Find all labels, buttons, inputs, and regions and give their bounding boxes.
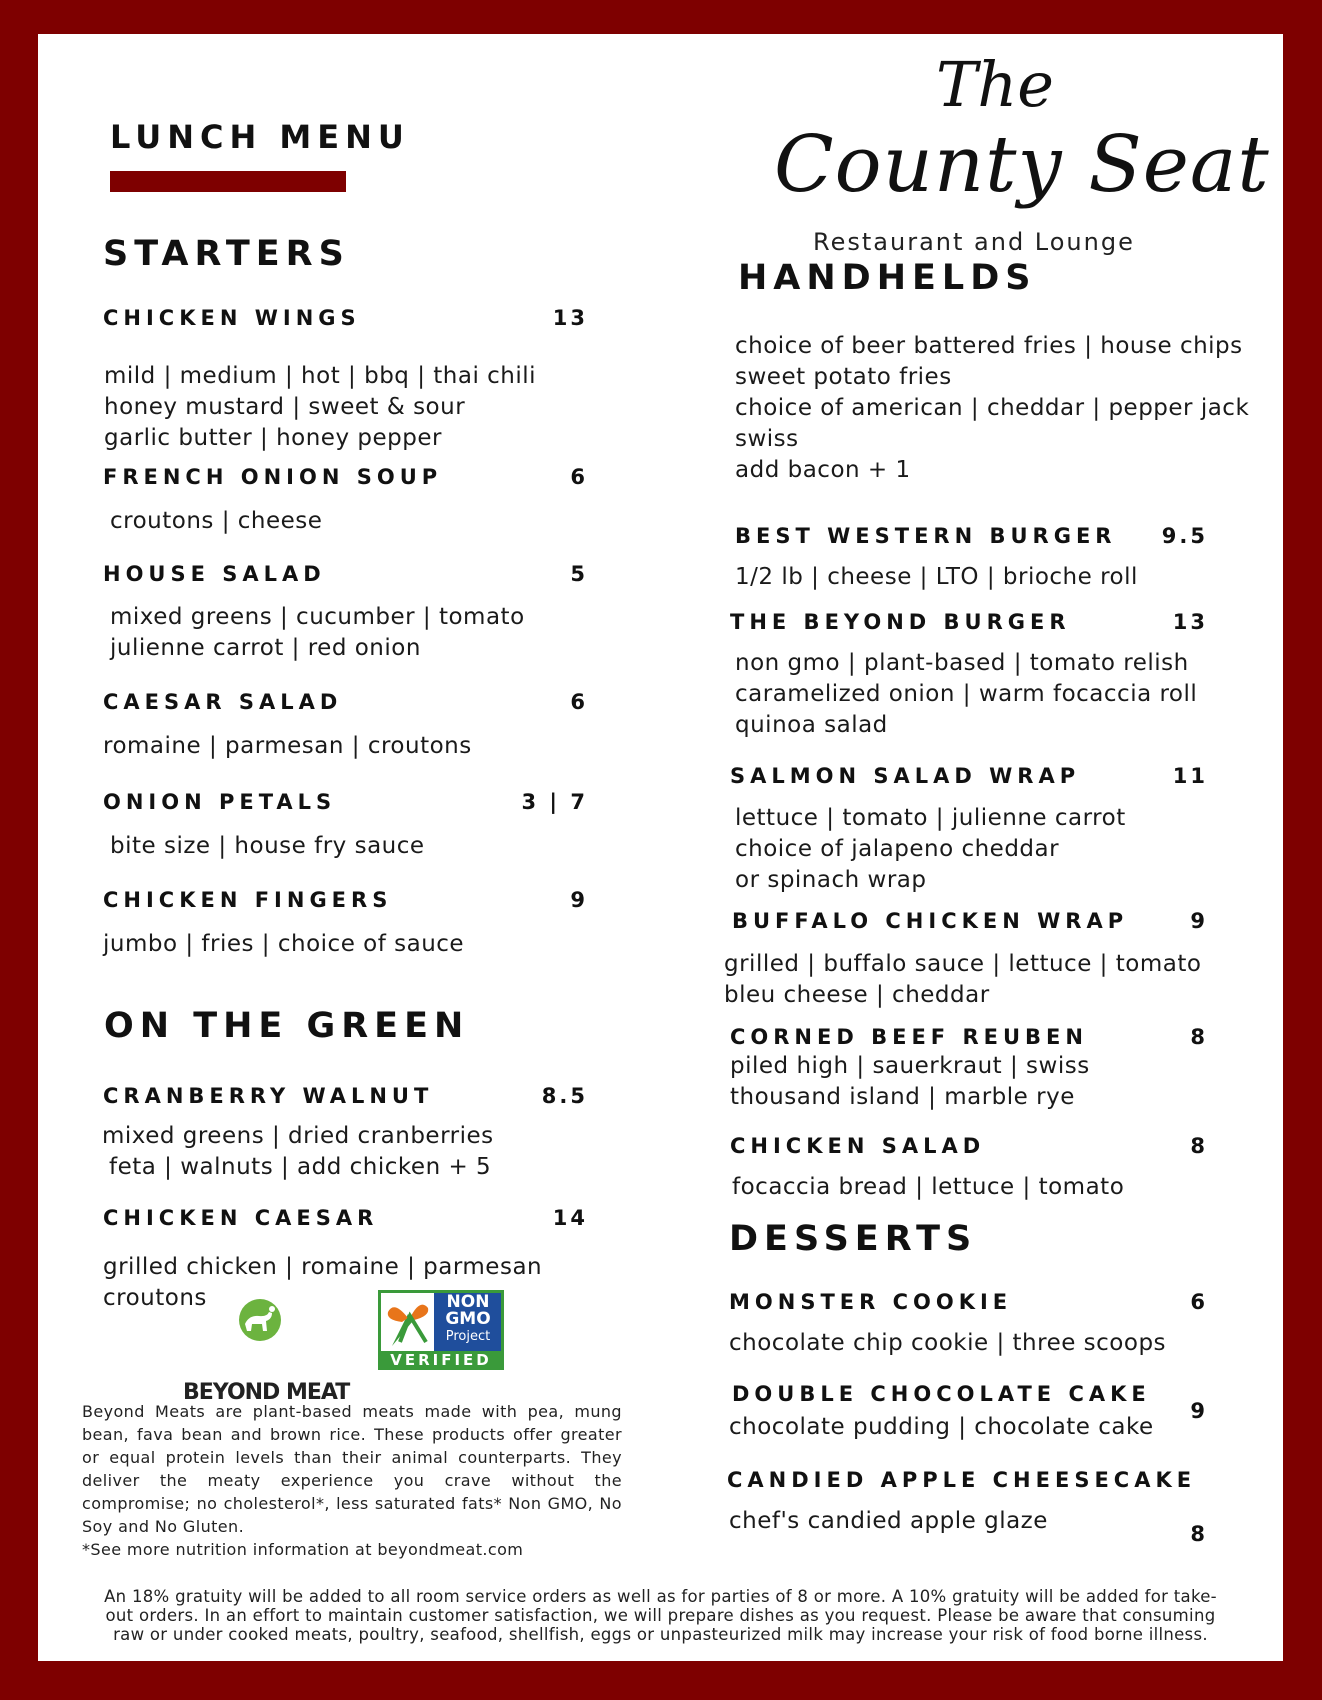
- handheld-item-price: 8: [1190, 1134, 1208, 1158]
- handheld-item-price: 9.5: [1161, 524, 1208, 548]
- gratuity-disclaimer: An 18% gratuity will be added to all room service orders as well as for parties of 8 or more. A 10% gratuity will be added for take- out orders. In an effort to maintain customer satisfaction, we will prepare dishes as you request. Please be aware that consuming raw or under cooked meats, poultry, seafood, shellfish, eggs or unpasteurized milk may increase your risk of food borne illness.: [104, 1587, 1217, 1644]
- starter-item-name: CAESAR SALAD: [103, 690, 343, 714]
- dessert-item-name: CANDIED APPLE CHEESECAKE: [727, 1468, 1197, 1492]
- starter-item-desc: bite size | house fry sauce: [110, 833, 425, 859]
- handheld-item-name: BUFFALO CHICKEN WRAP: [732, 909, 1129, 933]
- handheld-item-name: THE BEYOND BURGER: [730, 610, 1071, 634]
- starter-item-price: 6: [570, 465, 588, 489]
- starter-item-price: 3 | 7: [521, 790, 588, 814]
- starter-item-price: 6: [570, 690, 588, 714]
- starter-item-name: FRENCH ONION SOUP: [103, 465, 443, 489]
- handheld-item-desc: piled high | sauerkraut | swiss thousand island | marble rye: [730, 1053, 1090, 1110]
- green-item-name: CHICKEN CAESAR: [103, 1206, 379, 1230]
- starter-item-name: HOUSE SALAD: [103, 562, 326, 586]
- handheld-item-desc: non gmo | plant-based | tomato relish caramelized onion | warm focaccia roll quinoa salad: [735, 650, 1198, 738]
- logo-the: The: [936, 48, 1054, 121]
- starter-item-desc: croutons | cheese: [110, 508, 323, 534]
- handhelds-intro: choice of beer battered fries | house chips sweet potato fries choice of american | cheddar | pepper jack swiss add bacon + 1: [735, 333, 1250, 483]
- dessert-item-price: 6: [1190, 1290, 1208, 1314]
- menu-title: LUNCH MENU: [110, 118, 410, 156]
- section-handhelds-heading: HANDHELDS: [738, 258, 1037, 298]
- starter-item-desc: romaine | parmesan | croutons: [103, 733, 472, 759]
- green-item-desc: mixed greens | dried cranberries feta | walnuts | add chicken + 5: [102, 1123, 494, 1180]
- handheld-item-desc: focaccia bread | lettuce | tomato: [732, 1174, 1125, 1200]
- green-item-price: 8.5: [541, 1084, 588, 1108]
- handheld-item-name: CHICKEN SALAD: [730, 1134, 986, 1158]
- title-underline: [110, 171, 346, 192]
- handheld-item-price: 11: [1172, 764, 1208, 788]
- beyond-meat-label: BEYOND MEAT: [183, 1380, 350, 1405]
- starter-item-desc: jumbo | fries | choice of sauce: [103, 931, 465, 957]
- green-item-name: CRANBERRY WALNUT: [103, 1084, 434, 1108]
- handheld-item-desc: 1/2 lb | cheese | LTO | brioche roll: [735, 564, 1138, 590]
- beyond-note: Beyond Meats are plant-based meats made with pea, mung bean, fava bean and brown rice. These products offer greater or equal protein levels than their animal counterparts. They deliver the meaty experience you crave without the compromise; no cholesterol*, less saturated fats* Non GMO, No Soy and No Gluten. *See more nutrition information at beyondmeat.com: [82, 1402, 622, 1559]
- handheld-item-name: CORNED BEEF REUBEN: [730, 1025, 1088, 1049]
- starter-item-desc: mild | medium | hot | bbq | thai chili honey mustard | sweet & sour garlic butter | honey pepper: [104, 363, 537, 451]
- verified-label: VERIFIED: [390, 1351, 492, 1369]
- non-gmo-badge: [378, 1290, 504, 1370]
- handheld-item-name: SALMON SALAD WRAP: [730, 764, 1081, 788]
- handheld-item-price: 8: [1190, 1025, 1208, 1049]
- section-starters-heading: STARTERS: [103, 234, 350, 274]
- logo-name: County Seat: [774, 120, 1270, 210]
- dessert-item-name: MONSTER COOKIE: [729, 1290, 1013, 1314]
- dessert-item-name: DOUBLE CHOCOLATE CAKE: [732, 1382, 1151, 1406]
- starter-item-price: 13: [552, 306, 588, 330]
- handheld-item-desc: grilled | buffalo sauce | lettuce | tomato bleu cheese | cheddar: [724, 951, 1202, 1008]
- green-item-desc: grilled chicken | romaine | parmesan croutons: [103, 1254, 543, 1311]
- handheld-item-desc: lettuce | tomato | julienne carrot choice of jalapeno cheddar or spinach wrap: [735, 805, 1126, 893]
- starter-item-desc: mixed greens | cucumber | tomato julienne carrot | red onion: [110, 604, 525, 661]
- dessert-item-desc: chocolate pudding | chocolate cake: [729, 1414, 1154, 1440]
- handheld-item-price: 13: [1172, 610, 1208, 634]
- starter-item-price: 5: [570, 562, 588, 586]
- dessert-item-desc: chef's candied apple glaze: [729, 1508, 1048, 1534]
- green-item-price: 14: [552, 1206, 588, 1230]
- starter-item-name: ONION PETALS: [103, 790, 337, 814]
- handheld-item-name: BEST WESTERN BURGER: [735, 524, 1117, 548]
- menu-page: [38, 34, 1283, 1661]
- dessert-item-price: 8: [1190, 1522, 1208, 1546]
- beyond-meat-logo: [183, 1296, 363, 1406]
- dessert-item-price: 9: [1190, 1399, 1208, 1423]
- starter-item-price: 9: [570, 888, 588, 912]
- section-green-heading: ON THE GREEN: [104, 1006, 470, 1046]
- dessert-item-desc: chocolate chip cookie | three scoops: [729, 1330, 1167, 1356]
- starter-item-name: CHICKEN FINGERS: [103, 888, 393, 912]
- logo-subtitle: Restaurant and Lounge: [813, 228, 1135, 256]
- non-gmo-text: NON GMO Project: [445, 1292, 491, 1344]
- section-desserts-heading: DESSERTS: [729, 1219, 978, 1259]
- handheld-item-price: 9: [1190, 909, 1208, 933]
- starter-item-name: CHICKEN WINGS: [103, 306, 361, 330]
